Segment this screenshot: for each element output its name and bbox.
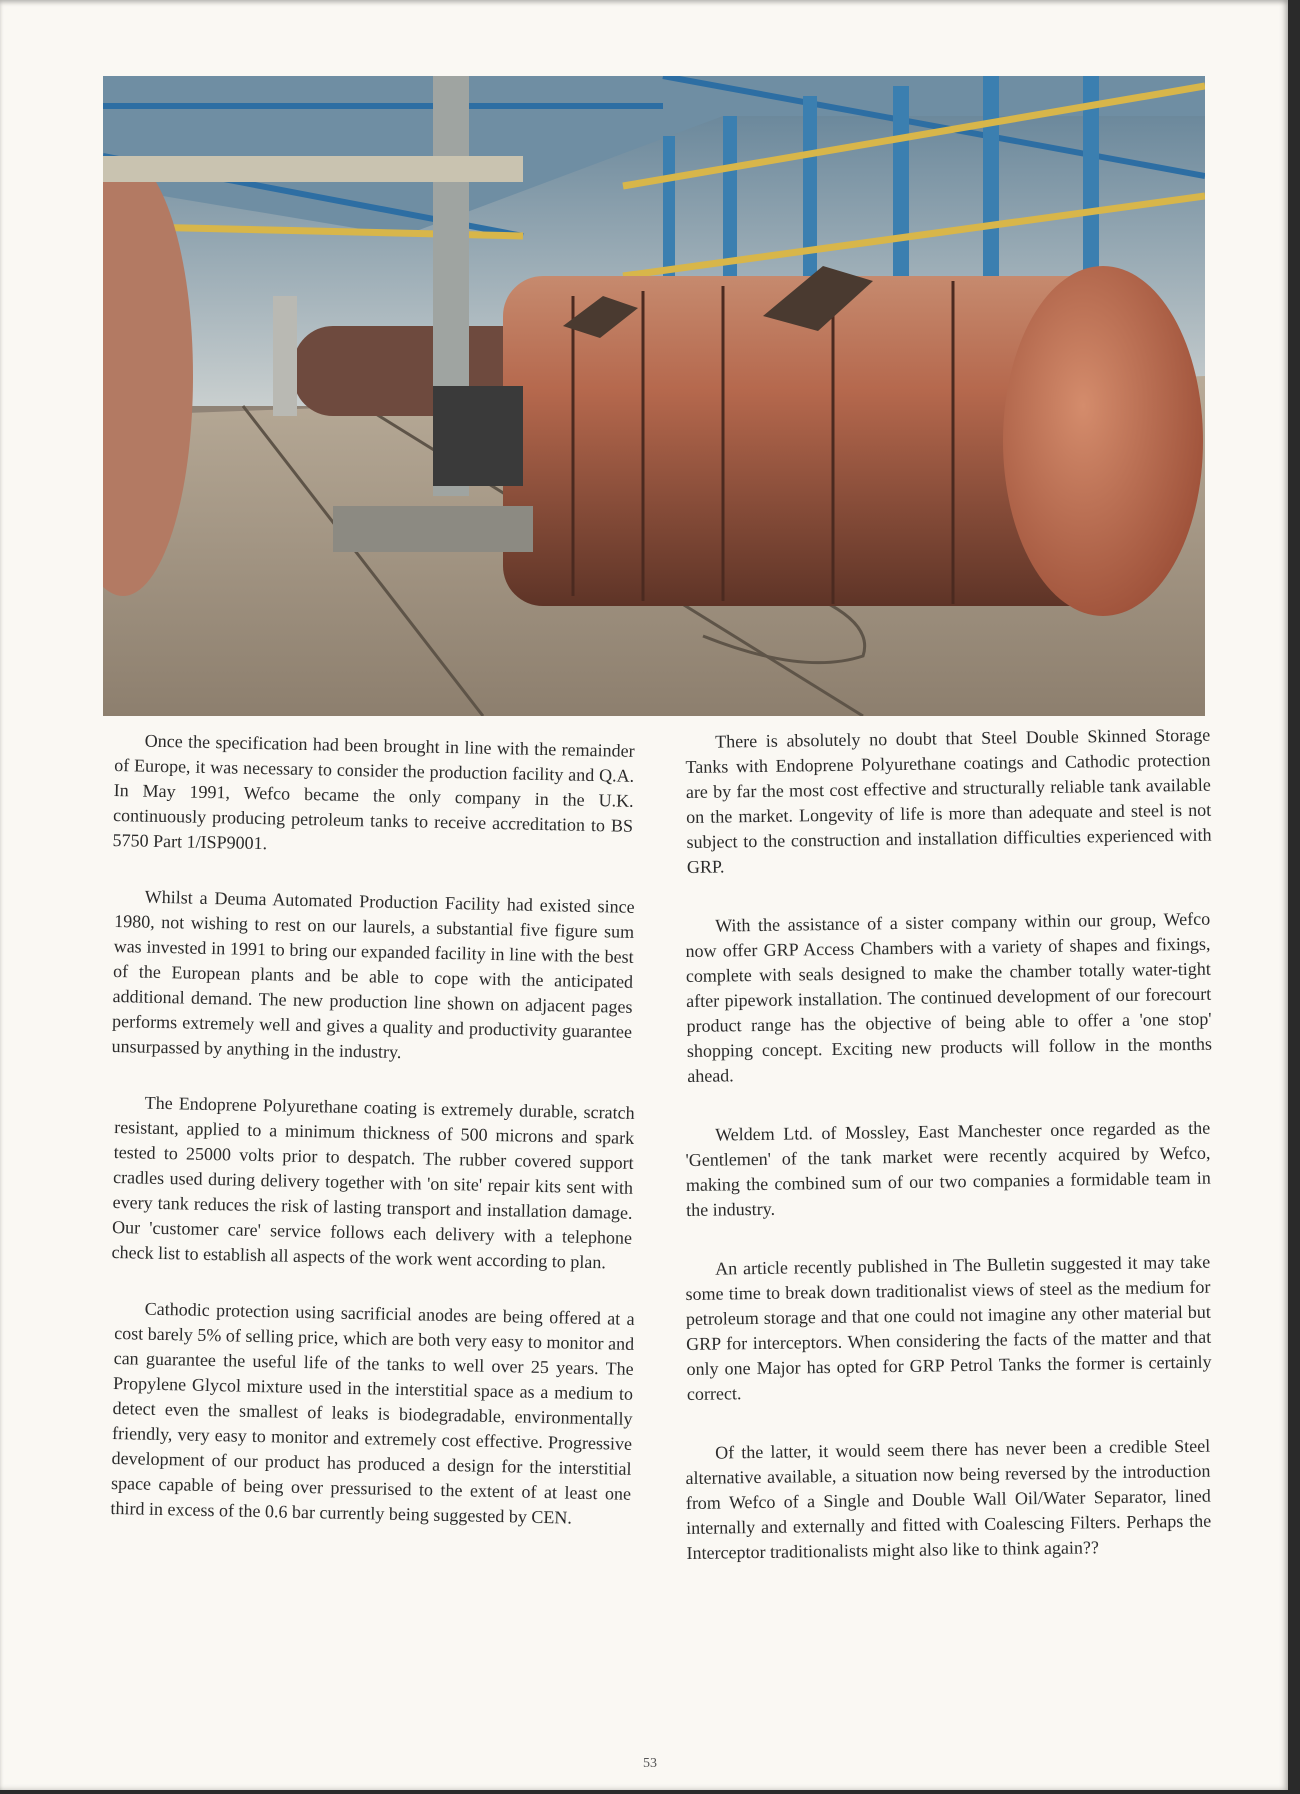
paragraph-specification: Once the specification had been brought in line with the remainder of Europe, it was necessary to consider the production facility and Q.A. In May 1991, Wefco became the only company in the U.K. continuously producing petroleum tanks to receive accreditation to BS 5750 Part 1/ISP9001. [112, 730, 635, 854]
paragraph-steel-tanks: There is absolutely no doubt that Steel Double Skinned Storage Tanks with Endoprene Polyurethane coatings and Cathodic protection are by far the most cost effective and structurally reliable tank available on the market. Longevity of life is more than adequate and steel is not subject to the construction and installation difficulties experienced with GRP. [685, 724, 1212, 877]
paragraph-interceptors: Of the latter, it would seem there has never been a credible Steel alternative available, a situation now being reversed by the introduction from Wefco of a Single and Double Wall Oil/Water Separator, lined internally and externally and fitted with Coalescing Filters. Perhaps the Interceptor traditionalists might also like to think again?? [685, 1435, 1212, 1563]
left-text-column [110, 728, 635, 1552]
paragraph-weldem: Weldem Ltd. of Mossley, East Manchester once regarded as the 'Gentlemen' of the tank market were recently acquired by Wefco, making the combined sum of our two companies a formidable team in the industry. [685, 1117, 1211, 1220]
paragraph-cathodic-protection: Cathodic protection using sacrificial anodes are being offered at a cost barely 5% of selling price, which are both very easy to monitor and can guarantee the useful life of the tanks to well over 25 years. The Propylene Glycol mixture used in the interstitial space as a medium to detect even the smallest of leaks is biodegradable, environmentally friendly, very easy to monitor and extremely cost effective. Progressive development of our product has produced a design for the interstitial space capable of being over pressurised to the extent of at least one third in excess of the 0.6 bar currently being suggested by CEN. [110, 1298, 635, 1528]
paragraph-endoprene-coating: The Endoprene Polyurethane coating is extremely durable, scratch resistant, applied to a minimum thickness of 500 microns and spark tested to 25000 volts prior to despatch. The rubber covered support cradles used during delivery together with 'on site' repair kits sent with every tank reduces the risk of lasting transport and installation damage. Our 'customer care' service follows each delivery with a telephone check list to establish all aspects of the work went according to plan. [111, 1092, 635, 1273]
factory-photo-illustration [103, 76, 1205, 716]
page-number: 53 [643, 1756, 657, 1771]
factory-photo [103, 76, 1205, 716]
paragraph-grp-access-chambers: With the assistance of a sister company within our group, Wefco now offer GRP Access Chambers with a variety of shapes and fixings, complete with seals designed to make the chamber totally water-tight after pipework installation. The continued development of our forecourt product range has the objective of being able to offer a 'one stop' shopping concept. Exciting new products will follow in the months ahead. [685, 908, 1213, 1086]
right-text-column [685, 724, 1213, 1600]
paragraph-production-facility: Whilst a Deuma Automated Production Facility had existed since 1980, not wishing to rest on our laurels, a substantial five figure sum was invested in 1991 to bring our expanded facility in line with the best of the European plants and be able to cope with the anticipated additional demand. The new production line shown on adjacent pages performs extremely well and gives a quality and productivity guarantee unsurpassed by anything in the industry. [111, 886, 635, 1063]
paragraph-bulletin-article: An article recently published in The Bulletin suggested it may take some time to break down traditionalist views of steel as the medium for petroleum storage and that one could not imagine any other material but GRP for interceptors. When considering the facts of the matter and that only one Major has opted for GRP Petrol Tanks the former is certainly correct. [685, 1251, 1212, 1404]
